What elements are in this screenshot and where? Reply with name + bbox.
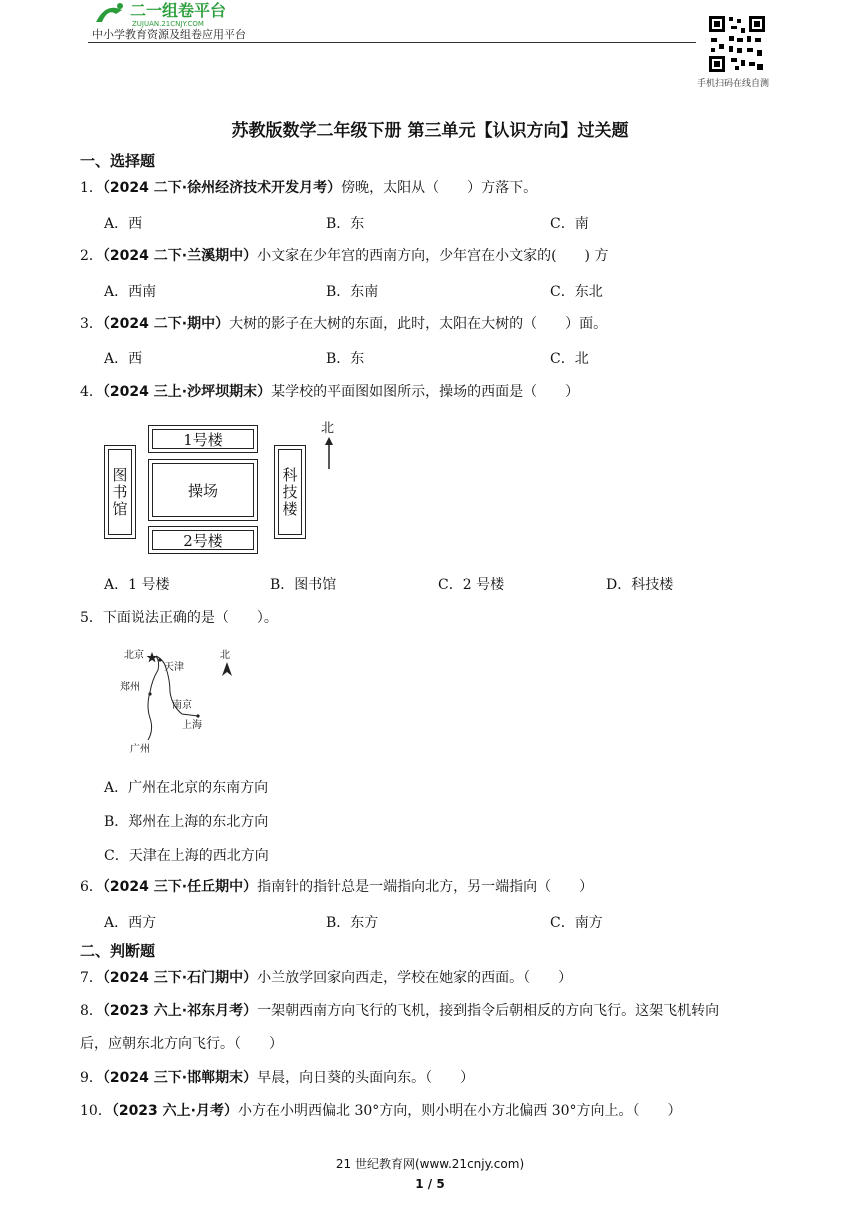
q4-option-d[interactable]: D．科技楼	[606, 577, 674, 593]
map-north-label: 北	[220, 650, 230, 661]
q2-option-b[interactable]: B．东南	[326, 284, 379, 300]
q4-option-c[interactable]: C．2 号楼	[438, 577, 505, 593]
q5-option-a[interactable]: A．广州在北京的东南方向	[104, 780, 269, 796]
section-heading-choice: 一、选择题	[80, 152, 156, 170]
qr-code[interactable]	[707, 14, 767, 74]
question-2: 2．（2024 二下·兰溪期中）小文家在少年宫的西南方向，少年宫在小文家的( ) 方	[80, 248, 609, 264]
q5-option-b[interactable]: B．郑州在上海的东北方向	[104, 814, 269, 830]
qr-caption: 手机扫码在线自测	[697, 79, 770, 89]
school-map-figure	[100, 415, 360, 560]
q6-option-b[interactable]: B．东方	[326, 915, 379, 931]
china-city-map	[116, 640, 246, 765]
map-building-2: 2号楼	[148, 526, 258, 554]
map-building-1: 1号楼	[148, 425, 258, 453]
section-heading-judge: 二、判断题	[80, 942, 156, 960]
question-9: 9．（2024 三下·邯郸期末）早晨，向日葵的头面向东。（ ）	[80, 1070, 475, 1086]
q1-option-c[interactable]: C．南	[550, 216, 589, 232]
map-playground: 操场	[148, 459, 258, 521]
question-7: 7．（2024 三下·石门期中）小兰放学回家向西走，学校在她家的西面。（ ）	[80, 970, 573, 986]
q1-option-b[interactable]: B．东	[326, 216, 365, 232]
question-5: 5．下面说法正确的是（ ）。	[80, 610, 278, 626]
q5-option-c[interactable]: C．天津在上海的西北方向	[104, 848, 269, 864]
q1-option-a[interactable]: A．西	[104, 216, 143, 232]
city-tianjin: 天津	[164, 662, 184, 673]
q4-option-a[interactable]: A．1 号楼	[104, 577, 170, 593]
q4-option-b[interactable]: B．图书馆	[270, 577, 337, 593]
question-8: 8．（2023 六上·祁东月考）一架朝西南方向飞行的飞机，接到指令后朝相反的方向飞行。这架飞机转向	[80, 1003, 720, 1019]
header-subtitle: 中小学教育资源及组卷应用平台	[92, 28, 246, 41]
header-divider	[88, 42, 696, 43]
page-title: 苏教版数学二年级下册 第三单元【认识方向】过关题	[231, 121, 629, 141]
logo-text: 二一组卷平台	[130, 1, 227, 20]
city-nanjing: 南京	[172, 700, 192, 711]
north-arrow-icon	[322, 435, 336, 469]
city-beijing: 北京	[124, 650, 144, 661]
q2-option-c[interactable]: C．东北	[550, 284, 603, 300]
map-library: 图书馆	[104, 445, 136, 539]
north-arrow-icon	[220, 660, 234, 680]
city-zhengzhou: 郑州	[120, 682, 140, 693]
footer-site[interactable]: 21 世纪教育网(www.21cnjy.com)	[335, 1157, 525, 1171]
q3-option-c[interactable]: C．北	[550, 351, 589, 367]
city-shanghai: 上海	[182, 720, 202, 731]
map-tech-building: 科技楼	[274, 445, 306, 539]
question-4: 4．（2024 三上·沙坪坝期末）某学校的平面图如图所示，操场的西面是（ ）	[80, 384, 580, 400]
question-6: 6．（2024 三下·任丘期中）指南针的指针总是一端指向北方，另一端指向（ ）	[80, 879, 594, 895]
q2-option-a[interactable]: A．西南	[104, 284, 157, 300]
logo	[92, 0, 272, 28]
city-guangzhou: 广州	[130, 744, 150, 755]
question-10: 10．（2023 六上·月考）小方在小明西偏北 30°方向，则小明在小方北偏西 30°方向上。（ ）	[80, 1103, 682, 1119]
page-number: 1 / 5	[415, 1177, 445, 1191]
q3-option-b[interactable]: B．东	[326, 351, 365, 367]
map-north-label: 北	[321, 421, 335, 436]
q3-option-a[interactable]: A．西	[104, 351, 143, 367]
question-1: 1．（2024 二下·徐州经济技术开发月考）傍晚，太阳从（ ）方落下。	[80, 180, 538, 196]
logo-url: ZUJUAN.21CNJY.COM	[132, 20, 204, 28]
q6-option-a[interactable]: A．西方	[104, 915, 157, 931]
question-8-continued: 后，应朝东北方向飞行。（ ）	[80, 1036, 283, 1052]
question-3: 3．（2024 二下·期中）大树的影子在大树的东面，此时，太阳在大树的（ ）面。	[80, 316, 608, 332]
q6-option-c[interactable]: C．南方	[550, 915, 603, 931]
